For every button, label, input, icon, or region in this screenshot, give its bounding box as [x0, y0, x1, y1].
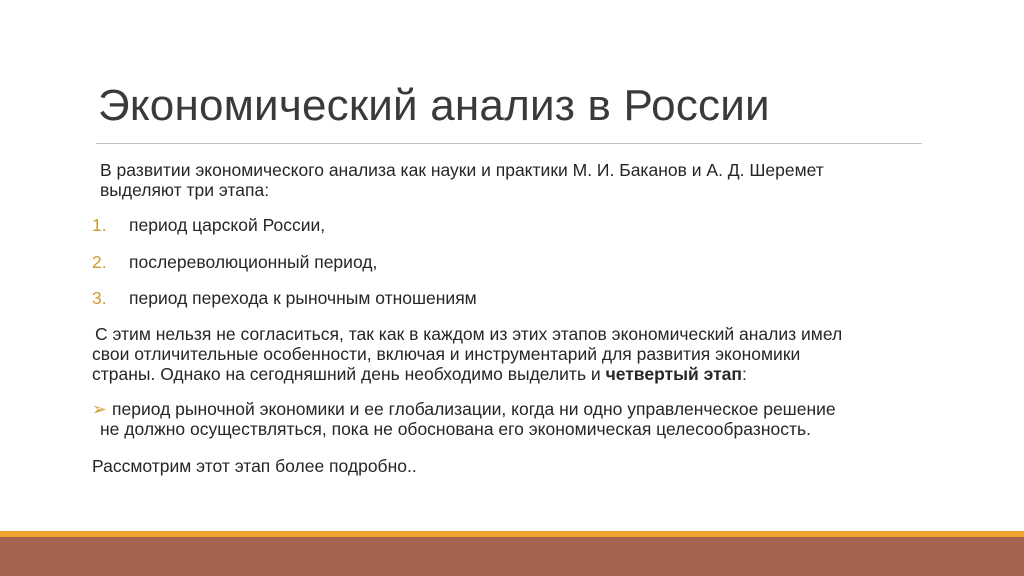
list-item-3: [92, 288, 477, 308]
fourth-stage-emphasis: четвертый этап: [605, 364, 742, 384]
arrow-bullet-item: [92, 399, 952, 439]
list-item-2: [92, 252, 377, 272]
slide-title: Экономический анализ в России: [98, 81, 770, 130]
body-paragraph: [92, 324, 932, 384]
intro-paragraph: [100, 160, 900, 200]
list-item-1: [92, 215, 325, 235]
arrow-bullet-icon: ➢: [92, 399, 107, 419]
title-divider: [96, 143, 922, 144]
footer-band: [0, 537, 1024, 576]
body-line-2: свои отличительные особенности, включая и инструментарий для развития экономики: [92, 344, 801, 364]
list-text: период царской России,: [129, 215, 326, 235]
list-number: 1.: [92, 215, 107, 235]
list-text: период перехода к рыночным отношениям: [129, 288, 477, 308]
body-line-3-prefix: страны. Однако на сегодняшний день необходимо выделить и: [92, 364, 606, 384]
bullet-line-1: период рыночной экономики и ее глобализации, когда ни одно управленческое решение: [112, 399, 836, 419]
intro-line-2: выделяют три этапа:: [100, 180, 270, 200]
list-number: 3.: [92, 288, 107, 308]
intro-line-1: В развитии экономического анализа как науки и практики М. И. Баканов и А. Д. Шеремет: [100, 160, 824, 180]
closing-paragraph: Рассмотрим этот этап более подробно..: [92, 456, 417, 476]
list-text: послереволюционный период,: [129, 252, 378, 272]
list-number: 2.: [92, 252, 107, 272]
body-line-1: С этим нельзя не согласиться, так как в каждом из этих этапов экономический анализ имел: [95, 324, 843, 344]
body-line-3-suffix: :: [741, 364, 747, 384]
bullet-line-2: не должно осуществляться, пока не обоснована его экономическая целесообразность.: [100, 419, 811, 439]
